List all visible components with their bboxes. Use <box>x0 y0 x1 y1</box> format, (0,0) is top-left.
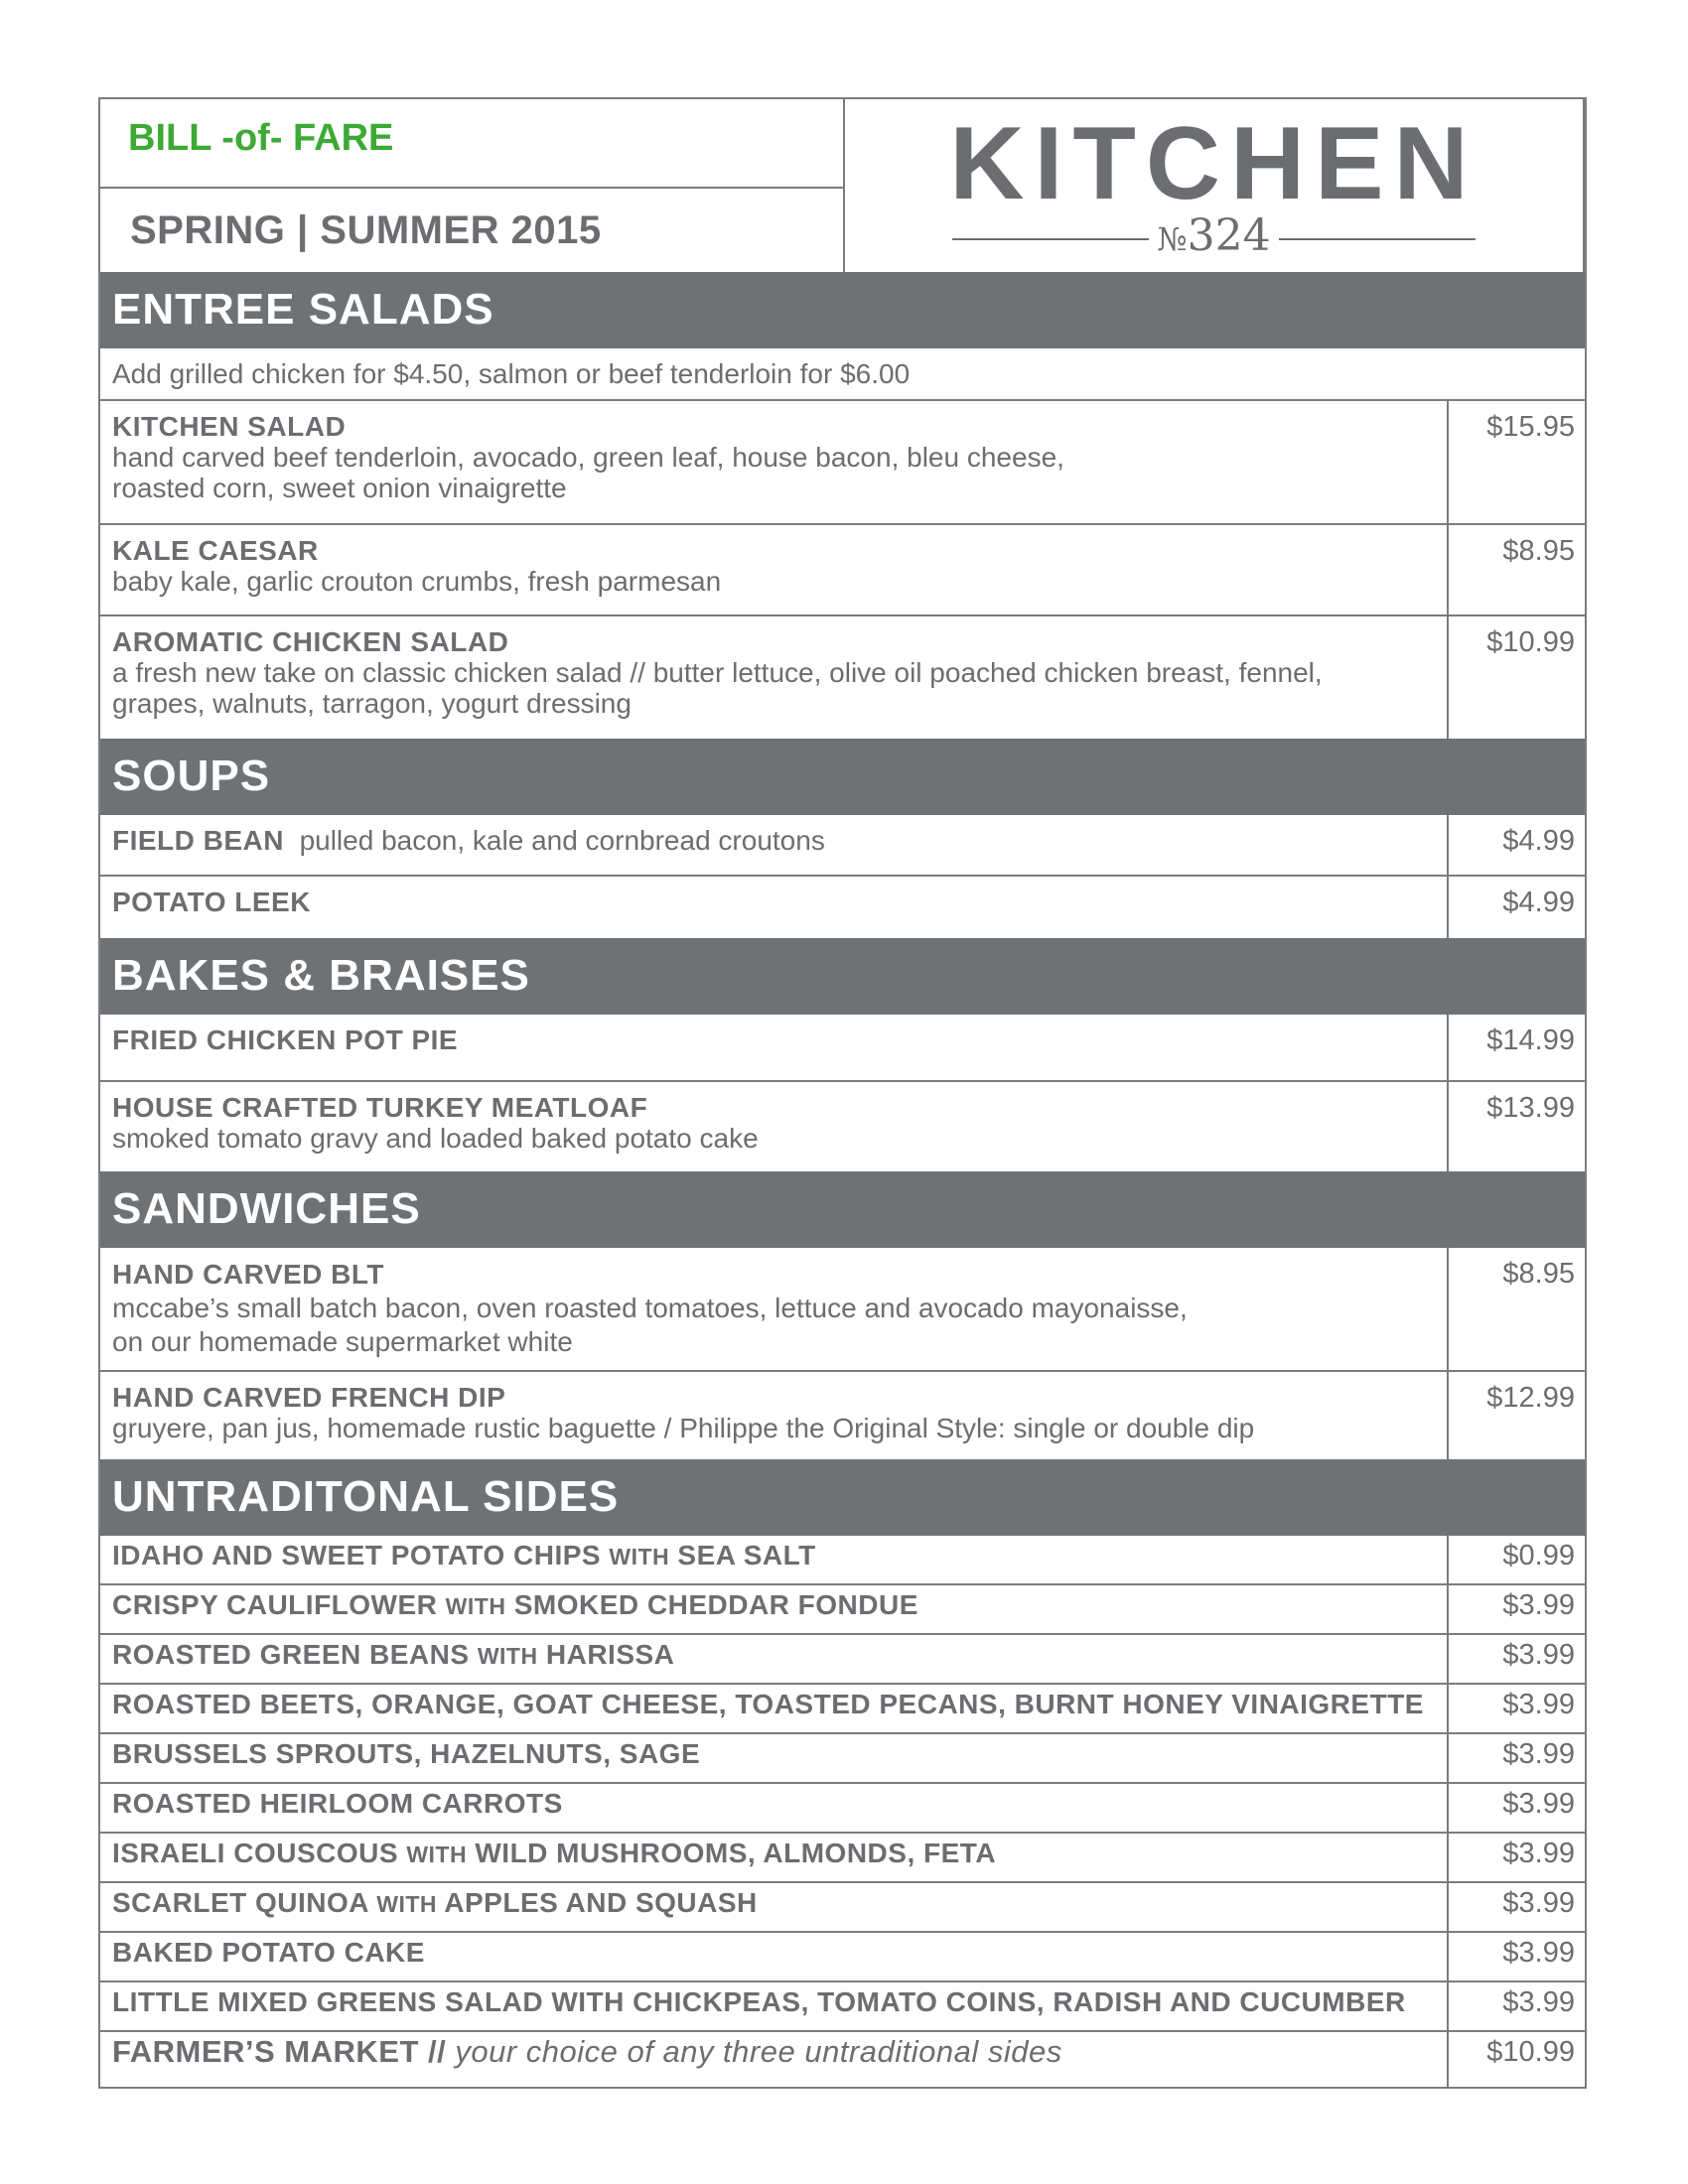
item-price: $15.95 <box>1447 401 1585 523</box>
side-item <box>100 1685 1585 1734</box>
menu-card <box>98 97 1587 2089</box>
season-label: SPRING | SUMMER 2015 <box>100 189 845 272</box>
item-price: $10.99 <box>1447 616 1585 739</box>
item-price: $3.99 <box>1447 1933 1585 1980</box>
item-name: HOUSE CRAFTED TURKEY MEATLOAF <box>112 1092 648 1123</box>
side-item <box>100 1784 1585 1834</box>
side-item <box>100 1834 1585 1883</box>
side-extra: HARISSA <box>545 1639 675 1670</box>
logo-word: KITCHEN <box>949 106 1478 221</box>
logo-no-sign: № <box>1157 220 1188 258</box>
item-description: hand carved beef tenderloin, avocado, green leaf, house bacon, bleu cheese, <box>112 442 1064 473</box>
item-price: $12.99 <box>1447 1372 1585 1459</box>
item-price: $4.99 <box>1447 877 1585 938</box>
side-item <box>100 1635 1585 1685</box>
menu-item <box>100 815 1585 877</box>
item-name: FRIED CHICKEN POT PIE <box>112 1024 459 1055</box>
side-name: ROASTED HEIRLOOM CARROTS <box>112 1788 563 1819</box>
farmers-market-name: FARMER’S MARKET // <box>112 2034 447 2069</box>
farmers-market-description: your choice of any three untraditional sides <box>455 2034 1062 2069</box>
item-price: $3.99 <box>1447 1585 1585 1633</box>
menu-item <box>100 877 1585 938</box>
side-name: ROASTED BEETS, ORANGE, GOAT CHEESE, TOASTED PECANS, BURNT HONEY VINAIGRETTE <box>112 1689 1424 1719</box>
item-name: HAND CARVED BLT <box>112 1259 385 1290</box>
menu-item <box>100 525 1585 616</box>
side-name: SCARLET QUINOA <box>112 1887 368 1918</box>
item-description: mccabe’s small batch bacon, oven roasted tomatoes, lettuce and avocado mayonaisse, <box>112 1293 1188 1323</box>
item-description: pulled bacon, kale and cornbread croutons <box>299 825 825 856</box>
item-price: $4.99 <box>1447 815 1585 875</box>
side-extra: WILD MUSHROOMS, ALMONDS, FETA <box>475 1838 997 1868</box>
entree-salads-note: Add grilled chicken for $4.50, salmon or beef tenderloin for $6.00 <box>112 358 911 389</box>
side-name: IDAHO AND SWEET POTATO CHIPS <box>112 1540 602 1570</box>
side-item <box>100 1585 1585 1635</box>
side-item <box>100 1982 1585 2032</box>
item-price: $3.99 <box>1447 1635 1585 1683</box>
item-price: $13.99 <box>1447 1082 1585 1171</box>
side-name: BRUSSELS SPROUTS, HAZELNUTS, SAGE <box>112 1738 701 1769</box>
side-extra: APPLES AND SQUASH <box>444 1887 758 1918</box>
side-name: ISRAELI COUSCOUS <box>112 1838 399 1868</box>
side-item <box>100 1734 1585 1784</box>
item-price: $8.95 <box>1447 1248 1585 1370</box>
item-name: KALE CAESAR <box>112 535 319 566</box>
menu-item <box>100 1248 1585 1372</box>
item-price: $3.99 <box>1447 1685 1585 1732</box>
item-description: grapes, walnuts, tarragon, yogurt dressing <box>112 688 632 719</box>
side-name: CRISPY CAULIFLOWER <box>112 1589 438 1620</box>
side-extra: SMOKED CHEDDAR FONDUE <box>513 1589 918 1620</box>
side-with: WITH <box>477 1643 538 1669</box>
item-description: a fresh new take on classic chicken salad // butter lettuce, olive oil poached chicken breast, fennel, <box>112 657 1323 688</box>
section-soups: SOUPS <box>100 739 1585 815</box>
item-name: HAND CARVED FRENCH DIP <box>112 1382 506 1413</box>
item-price: $14.99 <box>1447 1015 1585 1080</box>
logo-rule-right <box>1279 238 1476 240</box>
menu-item <box>100 616 1585 739</box>
bill-of-fare-label: BILL -of- FARE <box>100 99 845 189</box>
side-with: WITH <box>445 1593 506 1619</box>
side-item <box>100 1933 1585 1982</box>
item-price: $3.99 <box>1447 1982 1585 2030</box>
item-name: KITCHEN SALAD <box>112 411 347 442</box>
section-bakes-braises: BAKES & BRAISES <box>100 938 1585 1015</box>
side-with: WITH <box>609 1544 670 1570</box>
item-price: $10.99 <box>1447 2032 1585 2087</box>
item-price: $3.99 <box>1447 1784 1585 1832</box>
kitchen-logo <box>845 99 1585 272</box>
side-with: WITH <box>376 1891 438 1917</box>
item-price: $0.99 <box>1447 1536 1585 1583</box>
side-extra: SEA SALT <box>677 1540 816 1570</box>
side-item <box>100 1536 1585 1585</box>
section-entree-salads: ENTREE SALADS <box>100 272 1585 348</box>
item-price: $3.99 <box>1447 1734 1585 1782</box>
menu-header <box>100 99 1585 272</box>
section-sandwiches: SANDWICHES <box>100 1171 1585 1248</box>
item-description: roasted corn, sweet onion vinaigrette <box>112 473 567 503</box>
side-name: LITTLE MIXED GREENS SALAD WITH CHICKPEAS, TOMATO COINS, RADISH AND CUCUMBER <box>112 1986 1406 2017</box>
item-price: $8.95 <box>1447 525 1585 614</box>
entree-salads-note-row <box>100 348 1585 401</box>
item-description: smoked tomato gravy and loaded baked potato cake <box>112 1123 759 1154</box>
farmers-market-item <box>100 2032 1585 2087</box>
menu-item <box>100 401 1585 525</box>
item-description: baby kale, garlic crouton crumbs, fresh parmesan <box>112 566 722 597</box>
menu-item <box>100 1082 1585 1171</box>
side-name: BAKED POTATO CAKE <box>112 1937 425 1968</box>
menu-item <box>100 1372 1585 1459</box>
side-item <box>100 1883 1585 1933</box>
item-description: on our homemade supermarket white <box>112 1326 573 1357</box>
item-name: FIELD BEAN <box>112 825 284 856</box>
item-description: gruyere, pan jus, homemade rustic baguette / Philippe the Original Style: single or double dip <box>112 1413 1255 1443</box>
logo-rule-left <box>952 238 1149 240</box>
logo-number <box>845 210 1583 261</box>
item-name: POTATO LEEK <box>112 887 311 917</box>
menu-item <box>100 1015 1585 1082</box>
side-with: WITH <box>406 1842 468 1867</box>
section-untraditional-sides: UNTRADITONAL SIDES <box>100 1459 1585 1536</box>
logo-number-value: 324 <box>1187 210 1271 261</box>
item-name: AROMATIC CHICKEN SALAD <box>112 626 509 657</box>
item-price: $3.99 <box>1447 1883 1585 1931</box>
side-name: ROASTED GREEN BEANS <box>112 1639 470 1670</box>
item-price: $3.99 <box>1447 1834 1585 1881</box>
